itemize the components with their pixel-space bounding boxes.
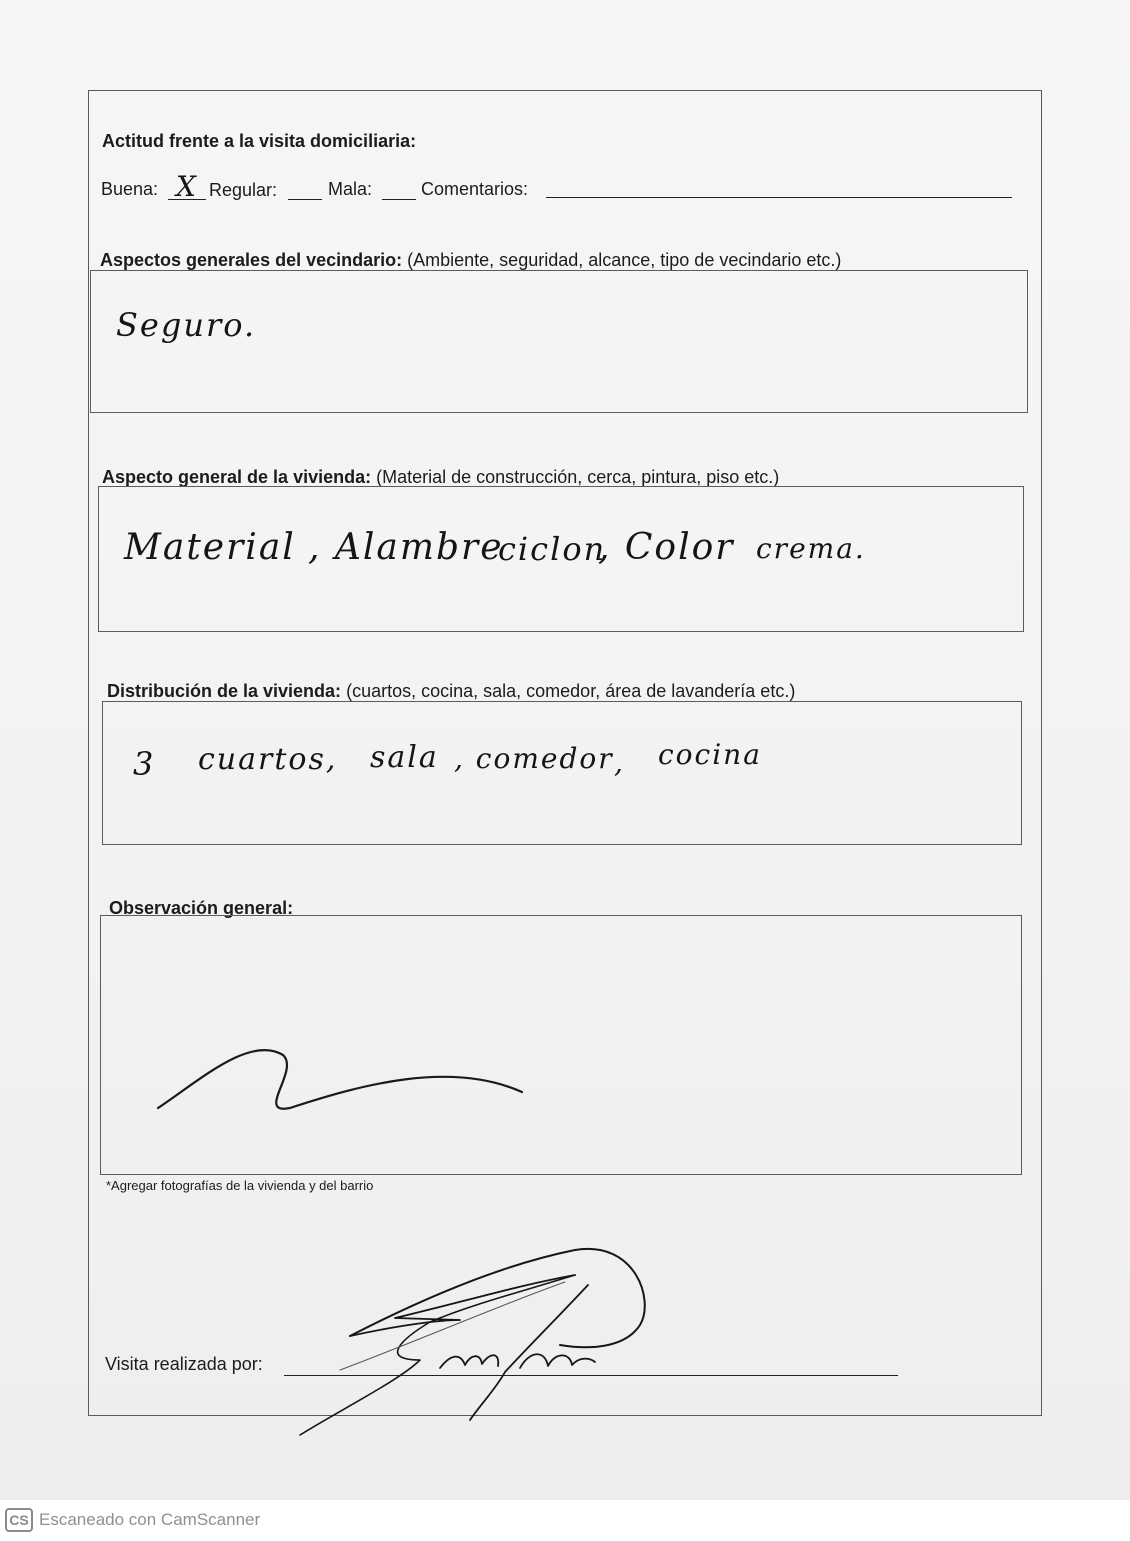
visit-by-label: Visita realizada por: <box>105 1354 263 1374</box>
housing-answer-2: , Alambre <box>308 527 504 568</box>
observation-strike-scribble <box>158 1050 522 1109</box>
distribution-answer-4: , comedor <box>454 742 614 775</box>
housing-answer-1: Material <box>124 527 296 568</box>
distribution-answer-6: cocina <box>658 738 762 771</box>
housing-answer-3: ciclon <box>498 530 607 568</box>
photo-footnote: *Agregar fotografías de la vivienda y del barrio <box>106 1178 374 1193</box>
camscanner-logo-icon: CS <box>5 1508 33 1532</box>
regular-label: Regular: <box>209 180 278 200</box>
attitude-heading: Actitud frente a la visita domiciliaria: <box>102 131 417 151</box>
neighborhood-answer: Seguro. <box>116 306 257 344</box>
distribution-answer-1: 3 <box>133 745 156 783</box>
distribution-answer-5: , <box>614 746 625 779</box>
distribution-answer-2: cuartos, <box>198 742 338 777</box>
housing-hint: (Material de construcción, cerca, pintura, piso etc.) <box>376 467 780 487</box>
housing-heading: Aspecto general de la vivienda: <box>102 467 372 487</box>
distribution-answer-3: sala <box>370 740 439 775</box>
housing-answer-4: , Color <box>598 527 735 568</box>
mala-label: Mala: <box>328 179 373 199</box>
comments-label: Comentarios: <box>421 179 529 199</box>
distribution-hint: (cuartos, cocina, sala, comedor, área de lavandería etc.) <box>346 681 796 701</box>
neighborhood-heading: Aspectos generales del vecindario: <box>100 250 403 270</box>
signature-icon <box>300 1249 645 1435</box>
observation-heading: Observación general: <box>109 898 294 918</box>
neighborhood-hint: (Ambiente, seguridad, alcance, tipo de vecindario etc.) <box>407 250 842 270</box>
housing-answer-5: crema. <box>756 532 866 565</box>
distribution-heading: Distribución de la vivienda: <box>107 681 342 701</box>
scanner-watermark-text: Escaneado con CamScanner <box>39 1510 261 1529</box>
buena-label: Buena: <box>101 179 159 199</box>
buena-checkmark: X <box>176 170 196 203</box>
